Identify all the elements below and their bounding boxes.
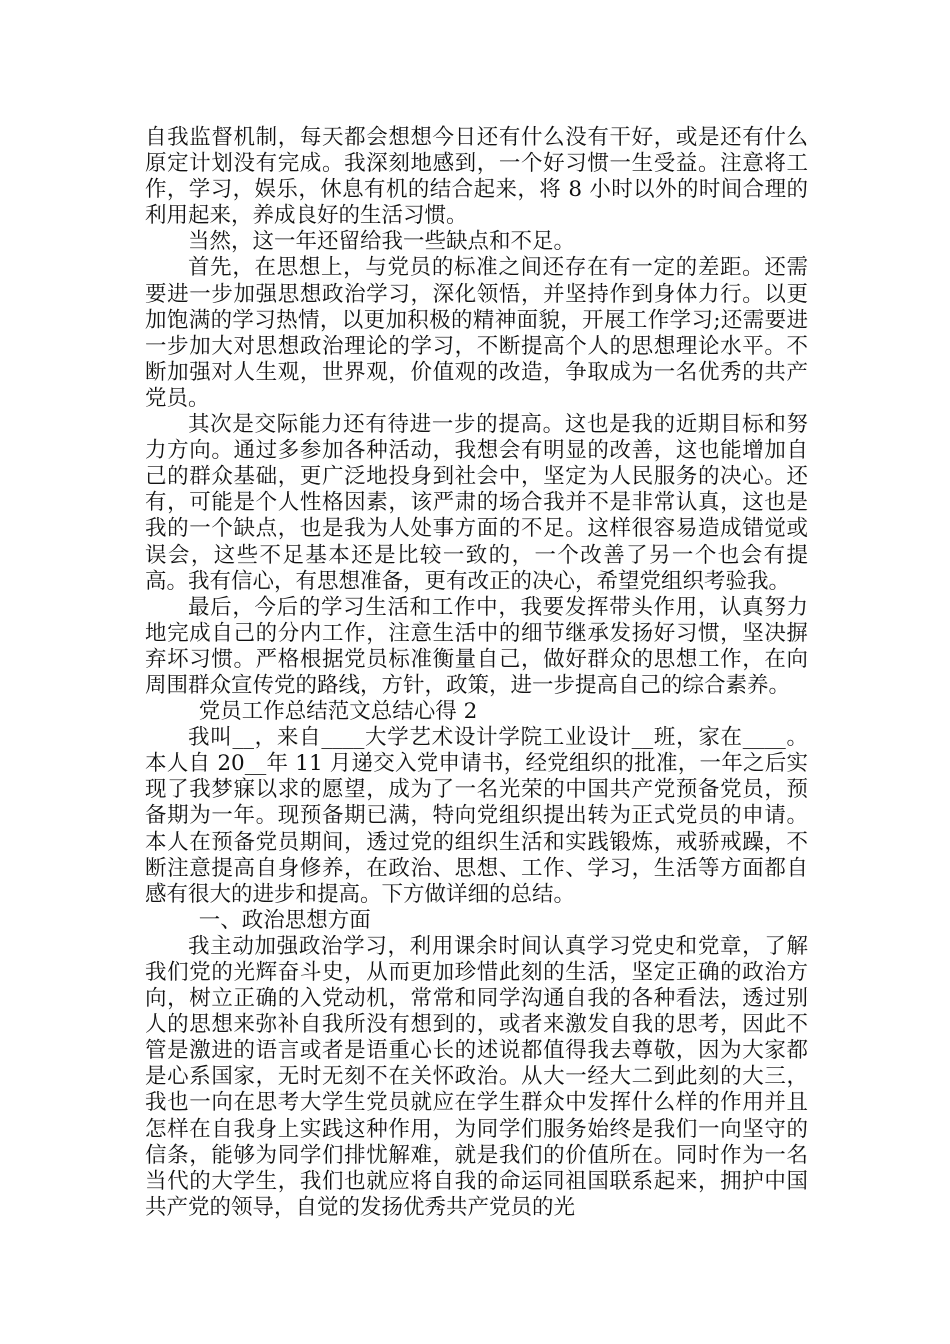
paragraph-second-social: 其次是交际能力还有待进一步的提高。这也是我的近期目标和努力方向。通过多参加各种活动，我想会有明显的改善，这也能增加自己的群众基础，更广泛地投身到社会中，坚定为人民服务的决心。还有，可能是个人性格因素，该严肃的场合我并不是非常认真，这也是我的一个缺点，也是我为人处事方面的不足。这样很容易造成错觉或误会，这些不足基本还是比较一致的，一个改善了另一个也会有提高。我有信心，有思想准备，更有改正的决心，希望党组织考验我。 (145, 412, 808, 594)
paragraph-finally: 最后，今后的学习生活和工作中，我要发挥带头作用，认真努力地完成自己的分内工作，注意生活中的细节继承发扬好习惯，坚决摒弃坏习惯。严格根据党员标准衡量自己，做好群众的思想工作，在向周围群众宣传党的路线，方针，政策，进一步提高自己的综合素养。 (145, 594, 808, 698)
paragraph-political-study: 我主动加强政治学习，利用课余时间认真学习党史和党章，了解我们党的光辉奋斗史，从而更加珍惜此刻的生活，坚定正确的政治方向，树立正确的入党动机，常常和同学沟通自我的各种看法，透过别人的思想来弥补自我所没有想到的，或者来激发自我的思考，因此不管是激进的语言或者是语重心长的述说都值得我去尊敬，因为大家都是心系国家，无时无刻不在关怀政治。从大一经大二到此刻的大三，我也一向在思考大学生党员就应在学生群众中发挥什么样的作用并且怎样在自我身上实践这种作用，为同学们服务始终是我们一向坚守的信条，能够为同学们排忧解难，就是我们的价值所在。同时作为一名当代的大学生，我们也就应将自我的命运同祖国联系起来，拥护中国共产党的领导，自觉的发扬优秀共产党员的光 (145, 933, 808, 1220)
paragraph-self-supervision: 自我监督机制，每天都会想想今日还有什么没有干好，或是还有什么原定计划没有完成。我深刻地感到，一个好习惯一生受益。注意将工作，学习，娱乐，休息有机的结合起来，将 8 小时以外的时间合理的利用起来，养成良好的生活习惯。 (145, 125, 808, 229)
paragraph-shortcomings-intro: 当然，这一年还留给我一些缺点和不足。 (188, 229, 576, 255)
paragraph-first-thought: 首先，在思想上，与党员的标准之间还存在有一定的差距。还需要进一步加强思想政治学习，深化领悟，并坚持作到身体力行。以更加饱满的学习热情，以更加积极的精神面貌，开展工作学习;还需要进一步加大对思想政治理论的学习，不断提高个人的思想理论水平。不断加强对人生观，世界观，价值观的改造，争取成为一名优秀的共产党员。 (145, 255, 808, 411)
paragraph-introduction: 我叫__，来自____大学艺术设计学院工业设计__班，家在____。本人自 20__年 11 月递交入党申请书，经党组织的批准，一年之后实现了我梦寐以求的愿望，成为了一名光荣的中国共产党预备党员，预备期为一年。现预备期已满，特向党组织提出转为正式党员的申请。本人在预备党员期间，透过党的组织生活和实践锻炼，戒骄戒躁，不断注意提高自身修养，在政治、思想、工作、学习，生活等方面都自感有很大的进步和提高。下方做详细的总结。 (145, 725, 808, 907)
section-title-summary-2: 党员工作总结范文总结心得 2 (198, 699, 478, 725)
section-heading-political-thought: 一、政治思想方面 (198, 907, 371, 933)
document-page (145, 125, 808, 1221)
